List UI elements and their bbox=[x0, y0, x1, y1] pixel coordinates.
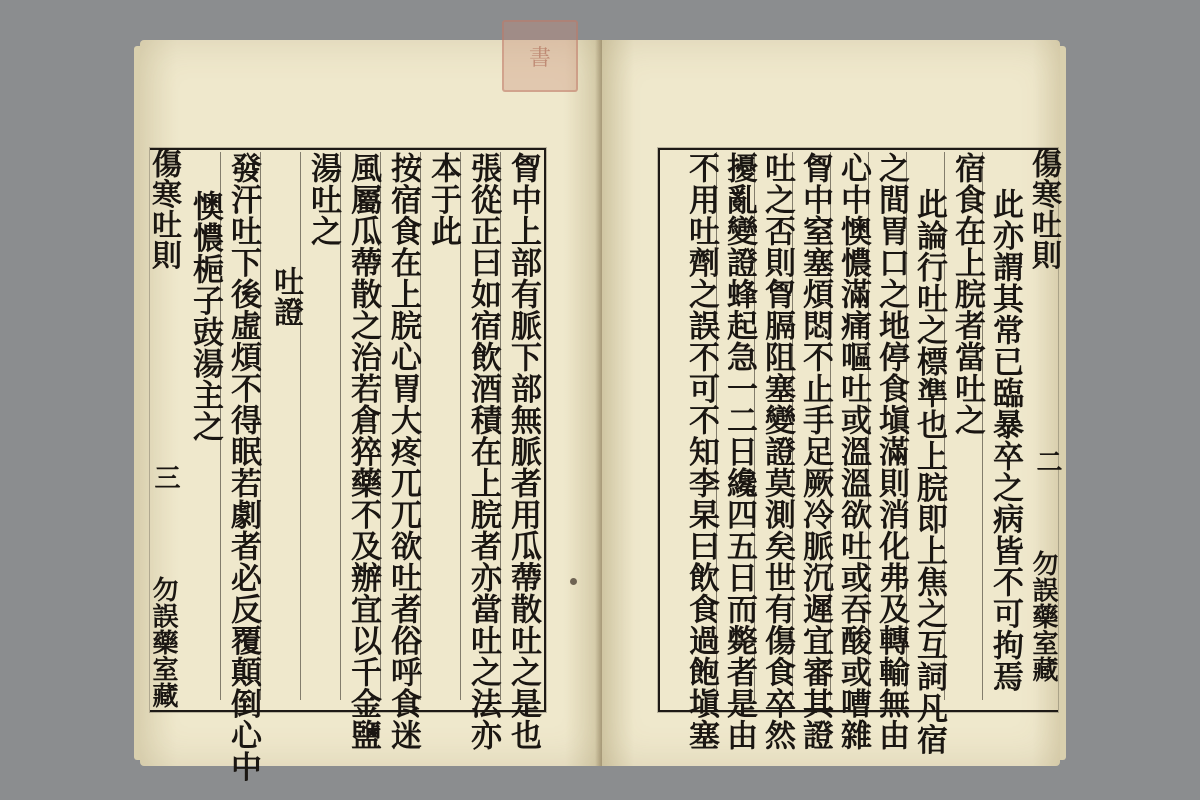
left-publisher-mark: 勿誤藥室藏 bbox=[148, 576, 178, 709]
text-column: 發汗吐下後虛煩不得眠若劇者必反覆顛倒心中 bbox=[225, 152, 261, 782]
text-column: 湯吐之 bbox=[305, 152, 341, 247]
text-column: 之間胃口之地停食塡滿則消化弗及轉輸無由 bbox=[873, 152, 909, 751]
text-column: 宿食在上脘者當吐之 bbox=[949, 152, 985, 436]
left-page bbox=[140, 40, 602, 782]
text-column: 不用吐劑之誤不可不知李杲曰飲食過飽塡塞 bbox=[683, 152, 719, 751]
text-column: 風屬瓜蔕散之治若倉猝藥不及辦宜以千金鹽 bbox=[345, 152, 381, 751]
ink-spot bbox=[570, 578, 577, 585]
text-column: 此亦謂其常已臨暴卒之病皆不可拘焉 bbox=[987, 188, 1023, 692]
section-heading: 吐證 bbox=[268, 266, 303, 327]
text-column: 本于此 bbox=[425, 152, 461, 247]
seal-text: 書 bbox=[528, 45, 551, 71]
column-rule bbox=[300, 152, 301, 700]
text-column: 胷中上部有脈下部無脈者用瓜蔕散吐之是也 bbox=[505, 152, 541, 751]
text-column: 按宿食在上脘心胃大疼兀兀欲吐者俗呼食迷 bbox=[385, 152, 421, 751]
right-publisher-mark: 勿誤藥室藏 bbox=[1028, 550, 1058, 683]
text-column: 懊憹梔子豉湯主之 bbox=[187, 190, 223, 442]
text-column: 此論行吐之標準也上脘即上焦之互詞凡宿 bbox=[911, 188, 947, 755]
text-column: 胷中窒塞煩悶不止手足厥冷脈沉遲宜審其證 bbox=[797, 152, 833, 751]
left-page-number: 三 bbox=[150, 464, 180, 491]
open-book bbox=[140, 40, 1062, 782]
right-margin-title: 傷寒吐則 bbox=[1026, 148, 1061, 270]
right-page-number: 二 bbox=[1032, 448, 1062, 475]
text-column: 心中懊憹滿痛嘔吐或溫溫欲吐或吞酸或嘈雜 bbox=[835, 152, 871, 751]
text-column: 張從正曰如宿飲酒積在上脘者亦當吐之法亦 bbox=[465, 152, 501, 751]
left-margin-title: 傷寒吐則 bbox=[146, 148, 181, 270]
text-column: 吐之否則胷膈阻塞變證莫測矣世有傷食卒然 bbox=[759, 152, 795, 751]
text-column: 擾亂變證蜂起急一二日纔四五日而斃者是由 bbox=[721, 152, 757, 751]
collector-seal bbox=[502, 20, 578, 92]
